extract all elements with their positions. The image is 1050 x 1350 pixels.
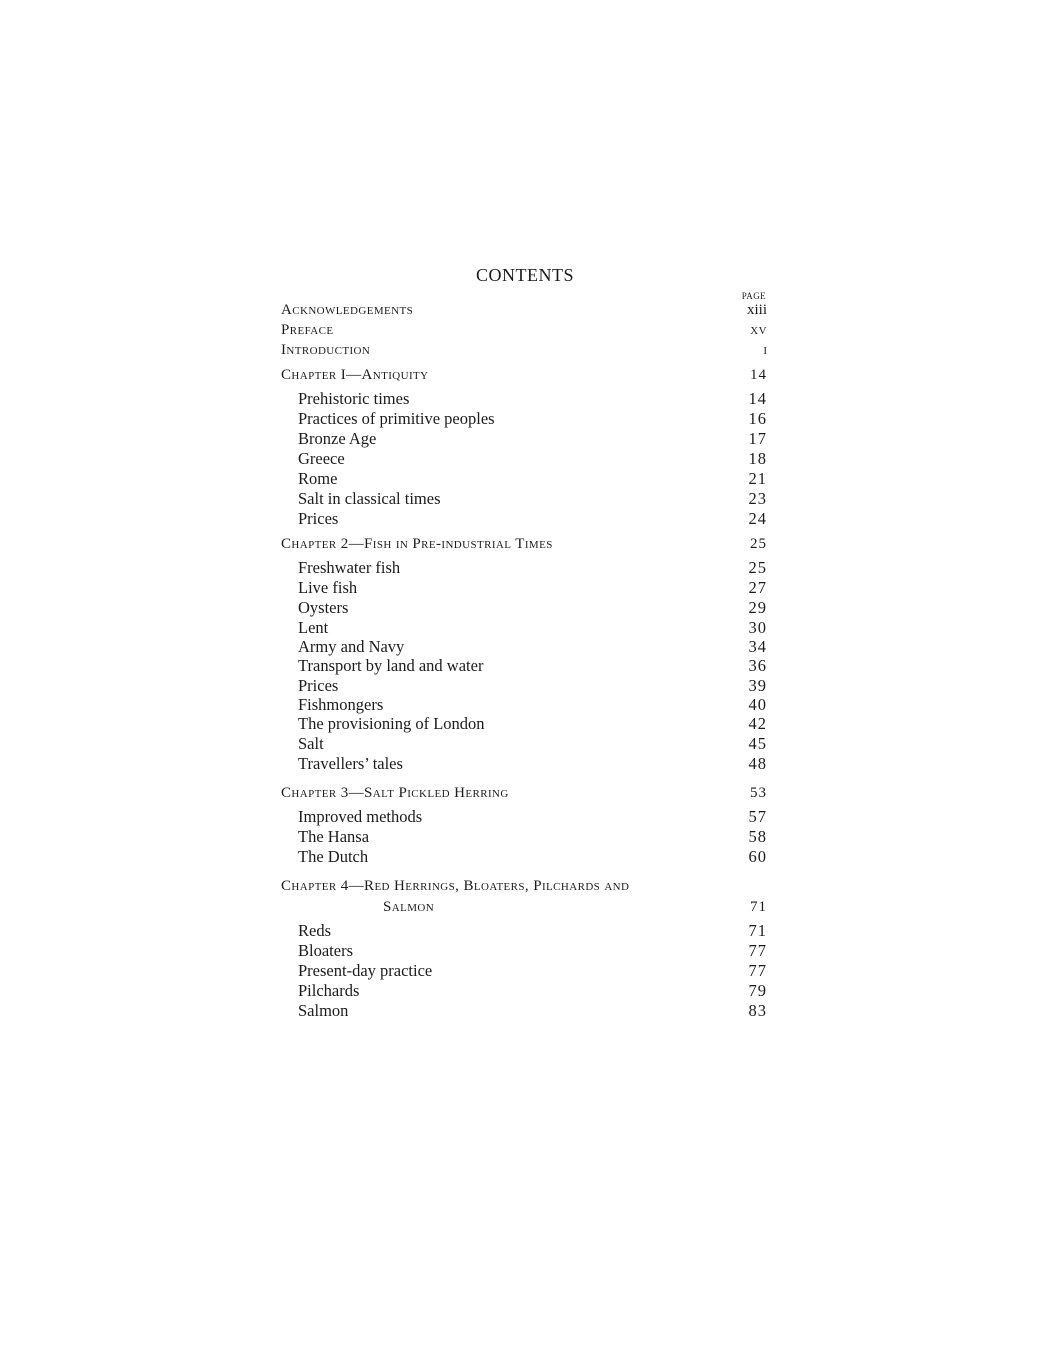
toc-section[interactable] <box>281 656 767 676</box>
section-page: 21 <box>748 469 767 488</box>
section-title: Fishmongers <box>298 695 384 714</box>
contents-title: CONTENTS <box>476 265 574 285</box>
toc-entry-label: Preface <box>281 322 334 338</box>
chapter-title: Chapter I—Antiquity <box>281 367 429 383</box>
section-page: 57 <box>748 807 767 826</box>
toc-section[interactable] <box>281 409 767 429</box>
section-title: Bloaters <box>298 941 353 960</box>
section-title: Pilchards <box>298 981 360 1000</box>
section-page: 42 <box>748 714 767 733</box>
chapter-heading-4-continued[interactable] <box>281 899 767 919</box>
section-page: 23 <box>748 489 767 508</box>
toc-section[interactable] <box>281 827 767 847</box>
section-title: Practices of primitive peoples <box>298 409 495 428</box>
section-title: Rome <box>298 469 338 488</box>
section-title: Freshwater fish <box>298 558 401 577</box>
section-page: 77 <box>748 941 767 960</box>
toc-section[interactable] <box>281 429 767 449</box>
section-page: 77 <box>748 961 767 980</box>
section-title: Prehistoric times <box>298 389 410 408</box>
section-page: 40 <box>748 695 767 714</box>
toc-section[interactable] <box>281 598 767 618</box>
toc-section[interactable] <box>281 754 767 774</box>
section-title: Travellers’ tales <box>298 754 403 773</box>
toc-entry-page: I <box>763 345 767 357</box>
section-page: 18 <box>748 449 767 468</box>
section-title: Reds <box>298 921 331 940</box>
section-title: Transport by land and water <box>298 656 484 675</box>
section-page: 34 <box>748 637 767 656</box>
toc-section[interactable] <box>281 449 767 469</box>
section-page: 45 <box>748 734 767 753</box>
section-page: 58 <box>748 827 767 846</box>
section-title: Salt <box>298 734 324 753</box>
section-page: 24 <box>748 509 767 528</box>
section-page: 27 <box>748 578 767 597</box>
toc-section[interactable] <box>281 469 767 489</box>
section-page: 30 <box>748 618 767 637</box>
chapter-page: 25 <box>750 536 767 552</box>
chapter-heading-2[interactable] <box>281 536 767 556</box>
section-page: 39 <box>748 676 767 695</box>
toc-section[interactable] <box>281 921 767 941</box>
section-page: 71 <box>748 921 767 940</box>
chapter-page: 14 <box>750 367 767 383</box>
toc-section[interactable] <box>281 637 767 657</box>
chapter-page: 71 <box>750 899 767 915</box>
toc-section[interactable] <box>281 618 767 638</box>
section-title: Salt in classical times <box>298 489 441 508</box>
section-page: 17 <box>748 429 767 448</box>
section-page: 79 <box>748 981 767 1000</box>
section-title: Oysters <box>298 598 349 617</box>
section-page: 14 <box>748 389 767 408</box>
chapter-heading-3[interactable] <box>281 785 767 805</box>
toc-entry-page: xiii <box>746 302 767 318</box>
section-page: 16 <box>748 409 767 428</box>
toc-section[interactable] <box>281 961 767 981</box>
toc-section[interactable] <box>281 695 767 715</box>
chapter-page: 53 <box>750 785 767 801</box>
toc-section[interactable] <box>281 981 767 1001</box>
page-column-label: PAGE <box>741 291 766 301</box>
chapter-heading-4[interactable] <box>281 878 767 898</box>
section-page: 48 <box>748 754 767 773</box>
toc-section[interactable] <box>281 389 767 409</box>
section-page: 36 <box>748 656 767 675</box>
toc-section[interactable] <box>281 847 767 867</box>
toc-section[interactable] <box>281 1001 767 1021</box>
chapter-heading-1[interactable] <box>281 367 767 387</box>
toc-entry-introduction[interactable] <box>281 342 767 362</box>
toc-entry-page: xv <box>750 322 767 338</box>
toc-section[interactable] <box>281 807 767 827</box>
toc-section[interactable] <box>281 714 767 734</box>
chapter-title-continued: Salmon <box>383 899 435 915</box>
toc-section[interactable] <box>281 941 767 961</box>
section-title: Live fish <box>298 578 358 597</box>
toc-entry-preface[interactable] <box>281 322 767 342</box>
chapter-title: Chapter 4—Red Herrings, Bloaters, Pilchards and <box>281 878 630 894</box>
toc-section[interactable] <box>281 489 767 509</box>
toc-section[interactable] <box>281 734 767 754</box>
section-title: Improved methods <box>298 807 423 826</box>
section-title: Prices <box>298 509 339 528</box>
section-title: Salmon <box>298 1001 349 1020</box>
section-title: Prices <box>298 676 339 695</box>
section-title: Present-day practice <box>298 961 433 980</box>
toc-section[interactable] <box>281 509 767 529</box>
section-title: Army and Navy <box>298 637 405 656</box>
section-title: The provisioning of London <box>298 714 485 733</box>
toc-entry-label: Introduction <box>281 342 371 358</box>
section-title: Lent <box>298 618 329 637</box>
toc-entry-label: Acknowledgements <box>281 302 414 318</box>
section-title: Greece <box>298 449 345 468</box>
toc-entry-acknowledgements[interactable] <box>281 302 767 322</box>
chapter-title: Chapter 2—Fish in Pre-industrial Times <box>281 536 553 552</box>
toc-section[interactable] <box>281 578 767 598</box>
section-title: Bronze Age <box>298 429 377 448</box>
section-page: 60 <box>748 847 767 866</box>
chapter-title: Chapter 3—Salt Pickled Herring <box>281 785 509 801</box>
section-page: 25 <box>748 558 767 577</box>
section-title: The Hansa <box>298 827 370 846</box>
section-page: 83 <box>748 1001 767 1020</box>
section-page: 29 <box>748 598 767 617</box>
toc-section[interactable] <box>281 676 767 696</box>
toc-section[interactable] <box>281 558 767 578</box>
section-title: The Dutch <box>298 847 369 866</box>
